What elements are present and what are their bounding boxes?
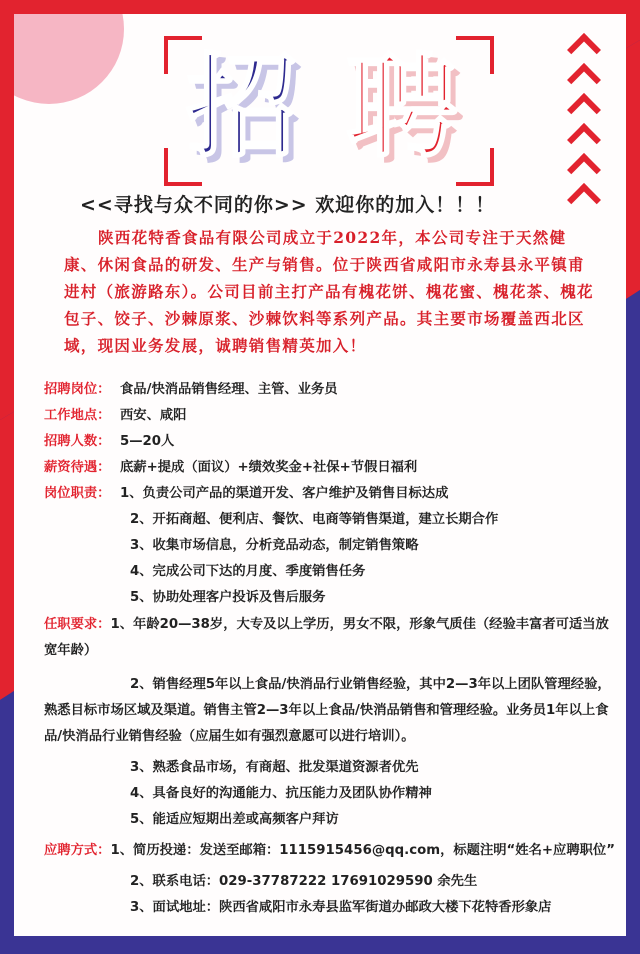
requirement-item: 2、销售经理5年以上食品/快消品行业销售经验，其中2—3年以上团队管理经验，熟悉目标市场区域及渠道。销售主管2—3年以上食品/快消品销售和管理经验。业务员1年以上食品/快消品行业销售经验（应届生如有强烈意愿可以进行培训）。 xyxy=(44,677,611,744)
duty-item: 3、收集市场信息，分析竞品动态，制定销售策略 xyxy=(130,538,419,553)
location-row xyxy=(44,404,616,428)
requirement-item: 1、年龄20—38岁，大专及以上学历，男女不限，形象气质佳（经验丰富者可适当放宽年龄） xyxy=(44,617,609,658)
requirement-item: 3、熟悉食品市场，有商超、批发渠道资源者优先 xyxy=(130,760,419,775)
title-block xyxy=(164,36,494,186)
apply-item: 2、联系电话：029-37787222 17691029590 余先生 xyxy=(130,874,478,889)
apply-label: 应聘方式： xyxy=(44,843,111,858)
apply-item: 3、面试地址：陕西省咸阳市永寿县监军街道办邮政大楼下花特香形象店 xyxy=(130,900,552,915)
salary-label: 薪资待遇： xyxy=(44,460,111,475)
chevron-up-icon xyxy=(567,153,601,187)
slogan: <<寻找与众不同的你>> 欢迎你的加入！！！ xyxy=(80,194,496,216)
duty-item: 2、开拓商超、便利店、餐饮、电商等销售渠道，建立长期合作 xyxy=(130,512,499,527)
location-label: 工作地点： xyxy=(44,408,111,423)
chevron-up-icon xyxy=(567,63,601,97)
chevron-up-icon xyxy=(567,33,601,67)
apply-row xyxy=(44,838,616,864)
company-intro: 陕西花特香食品有限公司成立于2022年，本公司专注于天然健康、休闲食品的研发、生产与销售。位于陕西省咸阳市永寿县永平镇甫进村（旅游路东）。公司目前主打产品有槐花饼、槐花蜜、槐花茶、槐花包子、饺子、沙棘原浆、沙棘饮料等系列产品。其主要市场覆盖西北区域，现因业务发展，诚聘销售精英加入！ xyxy=(64,228,594,355)
position-value: 食品/快消品销售经理、主管、业务员 xyxy=(120,382,338,397)
position-row xyxy=(44,378,616,402)
title-char-zhao: 招 xyxy=(186,43,298,173)
duties-row xyxy=(44,482,616,506)
salary-value: 底薪+提成（面议）+绩效奖金+社保+节假日福利 xyxy=(120,460,418,475)
duty-item: 1、负责公司产品的渠道开发、客户维护及销售目标达成 xyxy=(120,486,449,501)
duty-item: 5、协助处理客户投诉及售后服务 xyxy=(130,590,326,605)
position-label: 招聘岗位： xyxy=(44,382,111,397)
requirement-item: 4、具备良好的沟通能力、抗压能力及团队协作精神 xyxy=(130,786,432,801)
job-details xyxy=(44,378,616,922)
location-value: 西安、咸阳 xyxy=(120,408,187,423)
bracket-decoration xyxy=(456,36,494,74)
chevron-up-icon xyxy=(567,93,601,127)
count-row xyxy=(44,430,616,454)
poster-card xyxy=(14,14,626,936)
requirements-row xyxy=(44,612,616,664)
apply-item: 1、简历投递：发送至邮箱：1115915456@qq.com，标题注明“姓名+应聘职位” xyxy=(110,843,615,858)
chevron-up-icon xyxy=(567,123,601,157)
requirement-item: 5、能适应短期出差或高频客户拜访 xyxy=(130,812,339,827)
duties-label: 岗位职责： xyxy=(44,486,111,501)
count-value: 5—20人 xyxy=(120,434,175,449)
pink-circle-decoration xyxy=(14,14,124,104)
requirements-label: 任职要求： xyxy=(44,617,111,632)
bracket-decoration xyxy=(456,148,494,186)
title-char-pin: 聘 xyxy=(346,43,458,173)
count-label: 招聘人数： xyxy=(44,434,111,449)
duty-item: 4、完成公司下达的月度、季度销售任务 xyxy=(130,564,366,579)
salary-row xyxy=(44,456,616,480)
